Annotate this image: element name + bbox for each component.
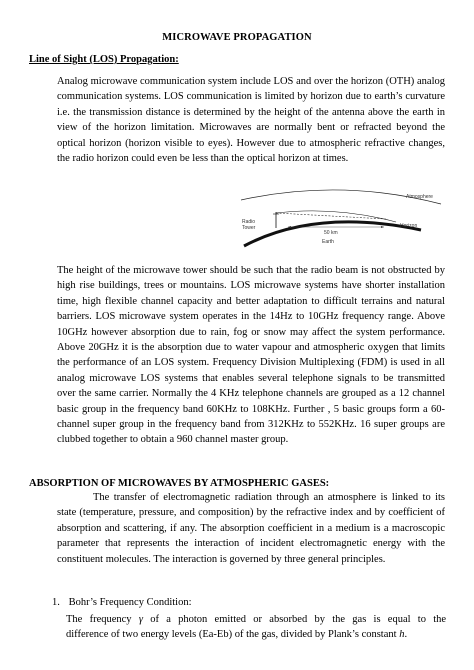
horizon-label: Horizon (400, 223, 418, 229)
gamma-symbol: γ (138, 614, 143, 625)
bohr-text-part-b: of a photon emitted or absorbed by the gas is equal to the (150, 614, 447, 625)
bohr-text-part-a: The frequency (66, 614, 132, 625)
planck-h-symbol: h (399, 629, 405, 641)
los-heading: Line of Sight (LOS) Propagation: (29, 54, 179, 65)
list-item-number: 1. (52, 597, 60, 608)
los-diagram (236, 186, 446, 252)
distance-arrow-right-head (381, 226, 384, 228)
bohr-description-line-1 (66, 612, 446, 627)
absorption-heading: ABSORPTION OF MICROWAVES BY ATMOSPHERIC GASES: (29, 478, 330, 489)
page-title: MICROWAVE PROPAGATION (162, 32, 312, 43)
atmosphere-label: Atmosphere (406, 194, 433, 200)
list-item-bohr-title (52, 597, 192, 608)
bohr-description-line-2 (66, 627, 446, 642)
earth-label: Earth (322, 239, 334, 245)
absorption-paragraph-1: The transfer of electromagnetic radiation through an atmosphere is linked to its state (temperature, pressure, and composition) by the refractive index and by coefficient of absorption and scattering, if any. The absorption coefficient in a medium is a macroscopic parameter that represents the interaction of incident electromagnetic energy with the constituent molecules. The interaction is governed by three general principles. (57, 492, 445, 565)
list-item-title: Bohr’s Frequency Condition: (68, 597, 192, 608)
los-paragraph-2: The height of the microwave tower should be such that the radio beam is not obstructed by high rise buildings, trees or mountains. LOS microwave systems have shorter installation time, high flexible channel capacity and better adaptation to difficult terrains and natural barriers. LOS microwave system operates in the 14Hz to 10GHz frequency range. Above 10GHz however absorption due to rain, fog or snow may affect the system performance. Above 20GHz it is the absorption due to water vapour and atmospheric oxygen that limits the performance of an LOS system. Frequency Division Multiplexing (FDM) is used in all analog microwave LOS systems that enables several telephone signals to be transmitted over the same carrier. Normally the 4 KHz telephone channels are grouped as a 12 channel basic group in the frequency band 60KHz to 108KHz. Further , 5 basic groups form a 60-channel super group in the frequency band from 312KHz to 552KHz. 16 super groups are clubbed together to obtain a 960 channel master group. (57, 265, 445, 446)
bohr-text-line-2: difference of two energy levels (Ea-Eb) of the gas, divided by Plank’s constant (66, 629, 397, 641)
distance-label: 50 km (324, 230, 338, 236)
radio-tower-label-1: Radio (242, 219, 256, 225)
radio-tower-label-2: Tower (242, 225, 256, 231)
bohr-period: . (404, 629, 408, 641)
bohr-description (66, 612, 446, 643)
los-paragraph-1: Analog microwave communication system include LOS and over the horizon (OTH) analog communication systems. LOS communication is limited by horizon due to earth’s curvature i.e. the transmission distance is determined by the height of the antenna above the earth in view of the horizon limitation. Microwaves are normally bent or refracted beyond the optical horizon (horizon visible to eyes). However due to atmospheric refractive changes, the radio horizon could even be less than the optical horizon at times. (57, 76, 445, 165)
